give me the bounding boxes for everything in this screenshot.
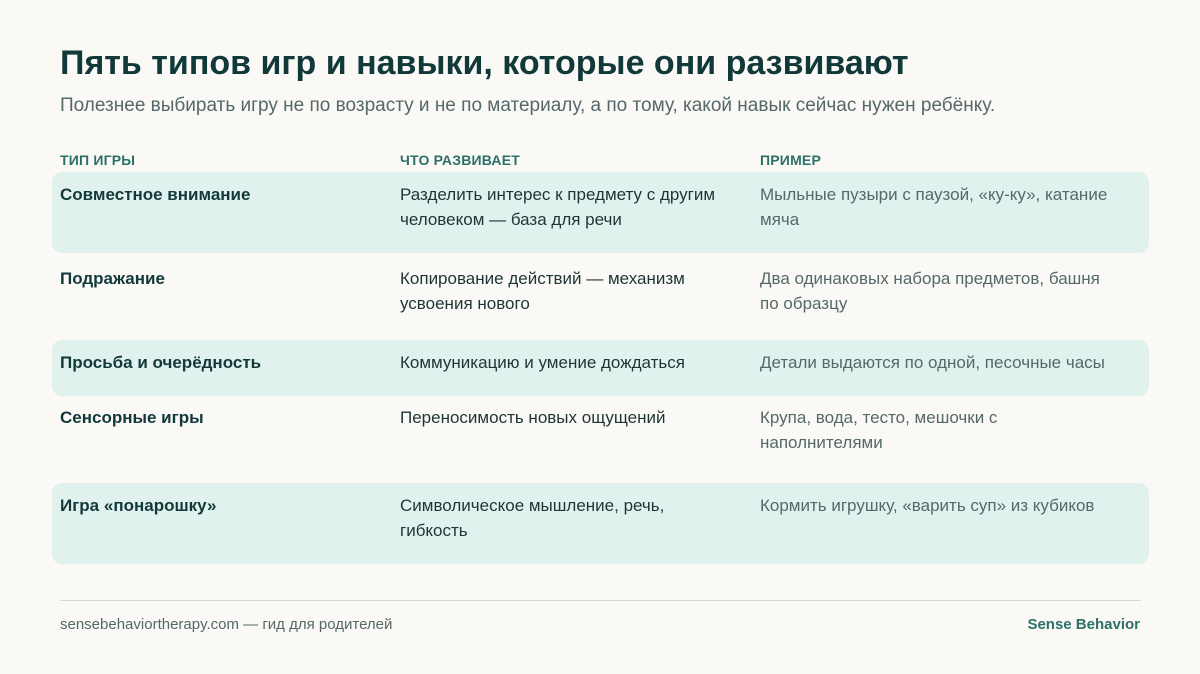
cell-develops: Коммуникацию и умение дождаться (400, 353, 685, 372)
column-header-example: ПРИМЕР (760, 152, 822, 168)
cell-game-type: Подражание (60, 269, 165, 288)
page-subtitle: Полезнее выбирать игру не по возрасту и не по материалу, а по тому, какой навык сейчас нужен ребёнку. (60, 95, 996, 116)
footer-divider (60, 600, 1141, 601)
table-row (52, 256, 1149, 337)
cell-game-type: Сенсорные игры (60, 408, 204, 427)
column-header-develops: ЧТО РАЗВИВАЕТ (400, 152, 520, 168)
cell-develops: Разделить интерес к предмету с другим человеком — база для речи (400, 185, 716, 229)
cell-example: Мыльные пузыри с паузой, «ку-ку», катание мяча (760, 185, 1108, 229)
table-header (52, 148, 1149, 172)
footer-source: sensebehaviortherapy.com — гид для родителей (60, 616, 393, 633)
table-row (52, 340, 1149, 396)
skills-table (52, 148, 1149, 540)
cell-game-type: Просьба и очерёдность (60, 353, 262, 372)
table-row (52, 483, 1149, 564)
cell-develops: Символическое мышление, речь, гибкость (400, 496, 665, 540)
cell-example: Крупа, вода, тесто, мешочки с наполнителями (760, 408, 998, 452)
table-row (52, 172, 1149, 253)
cell-example: Детали выдаются по одной, песочные часы (760, 353, 1105, 372)
cell-example: Два одинаковых набора предметов, башня по образцу (760, 269, 1100, 313)
cell-example: Кормить игрушку, «варить суп» из кубиков (760, 496, 1095, 515)
footer-brand: Sense Behavior (1027, 616, 1140, 633)
table-row (52, 395, 1149, 476)
cell-game-type: Игра «понарошку» (60, 496, 217, 515)
column-header-type: ТИП ИГРЫ (60, 152, 136, 168)
cell-develops: Копирование действий — механизм усвоения нового (400, 269, 685, 313)
cell-game-type: Совместное внимание (60, 185, 251, 204)
page-title: Пять типов игр и навыки, которые они развивают (60, 44, 909, 82)
cell-develops: Переносимость новых ощущений (400, 408, 666, 427)
